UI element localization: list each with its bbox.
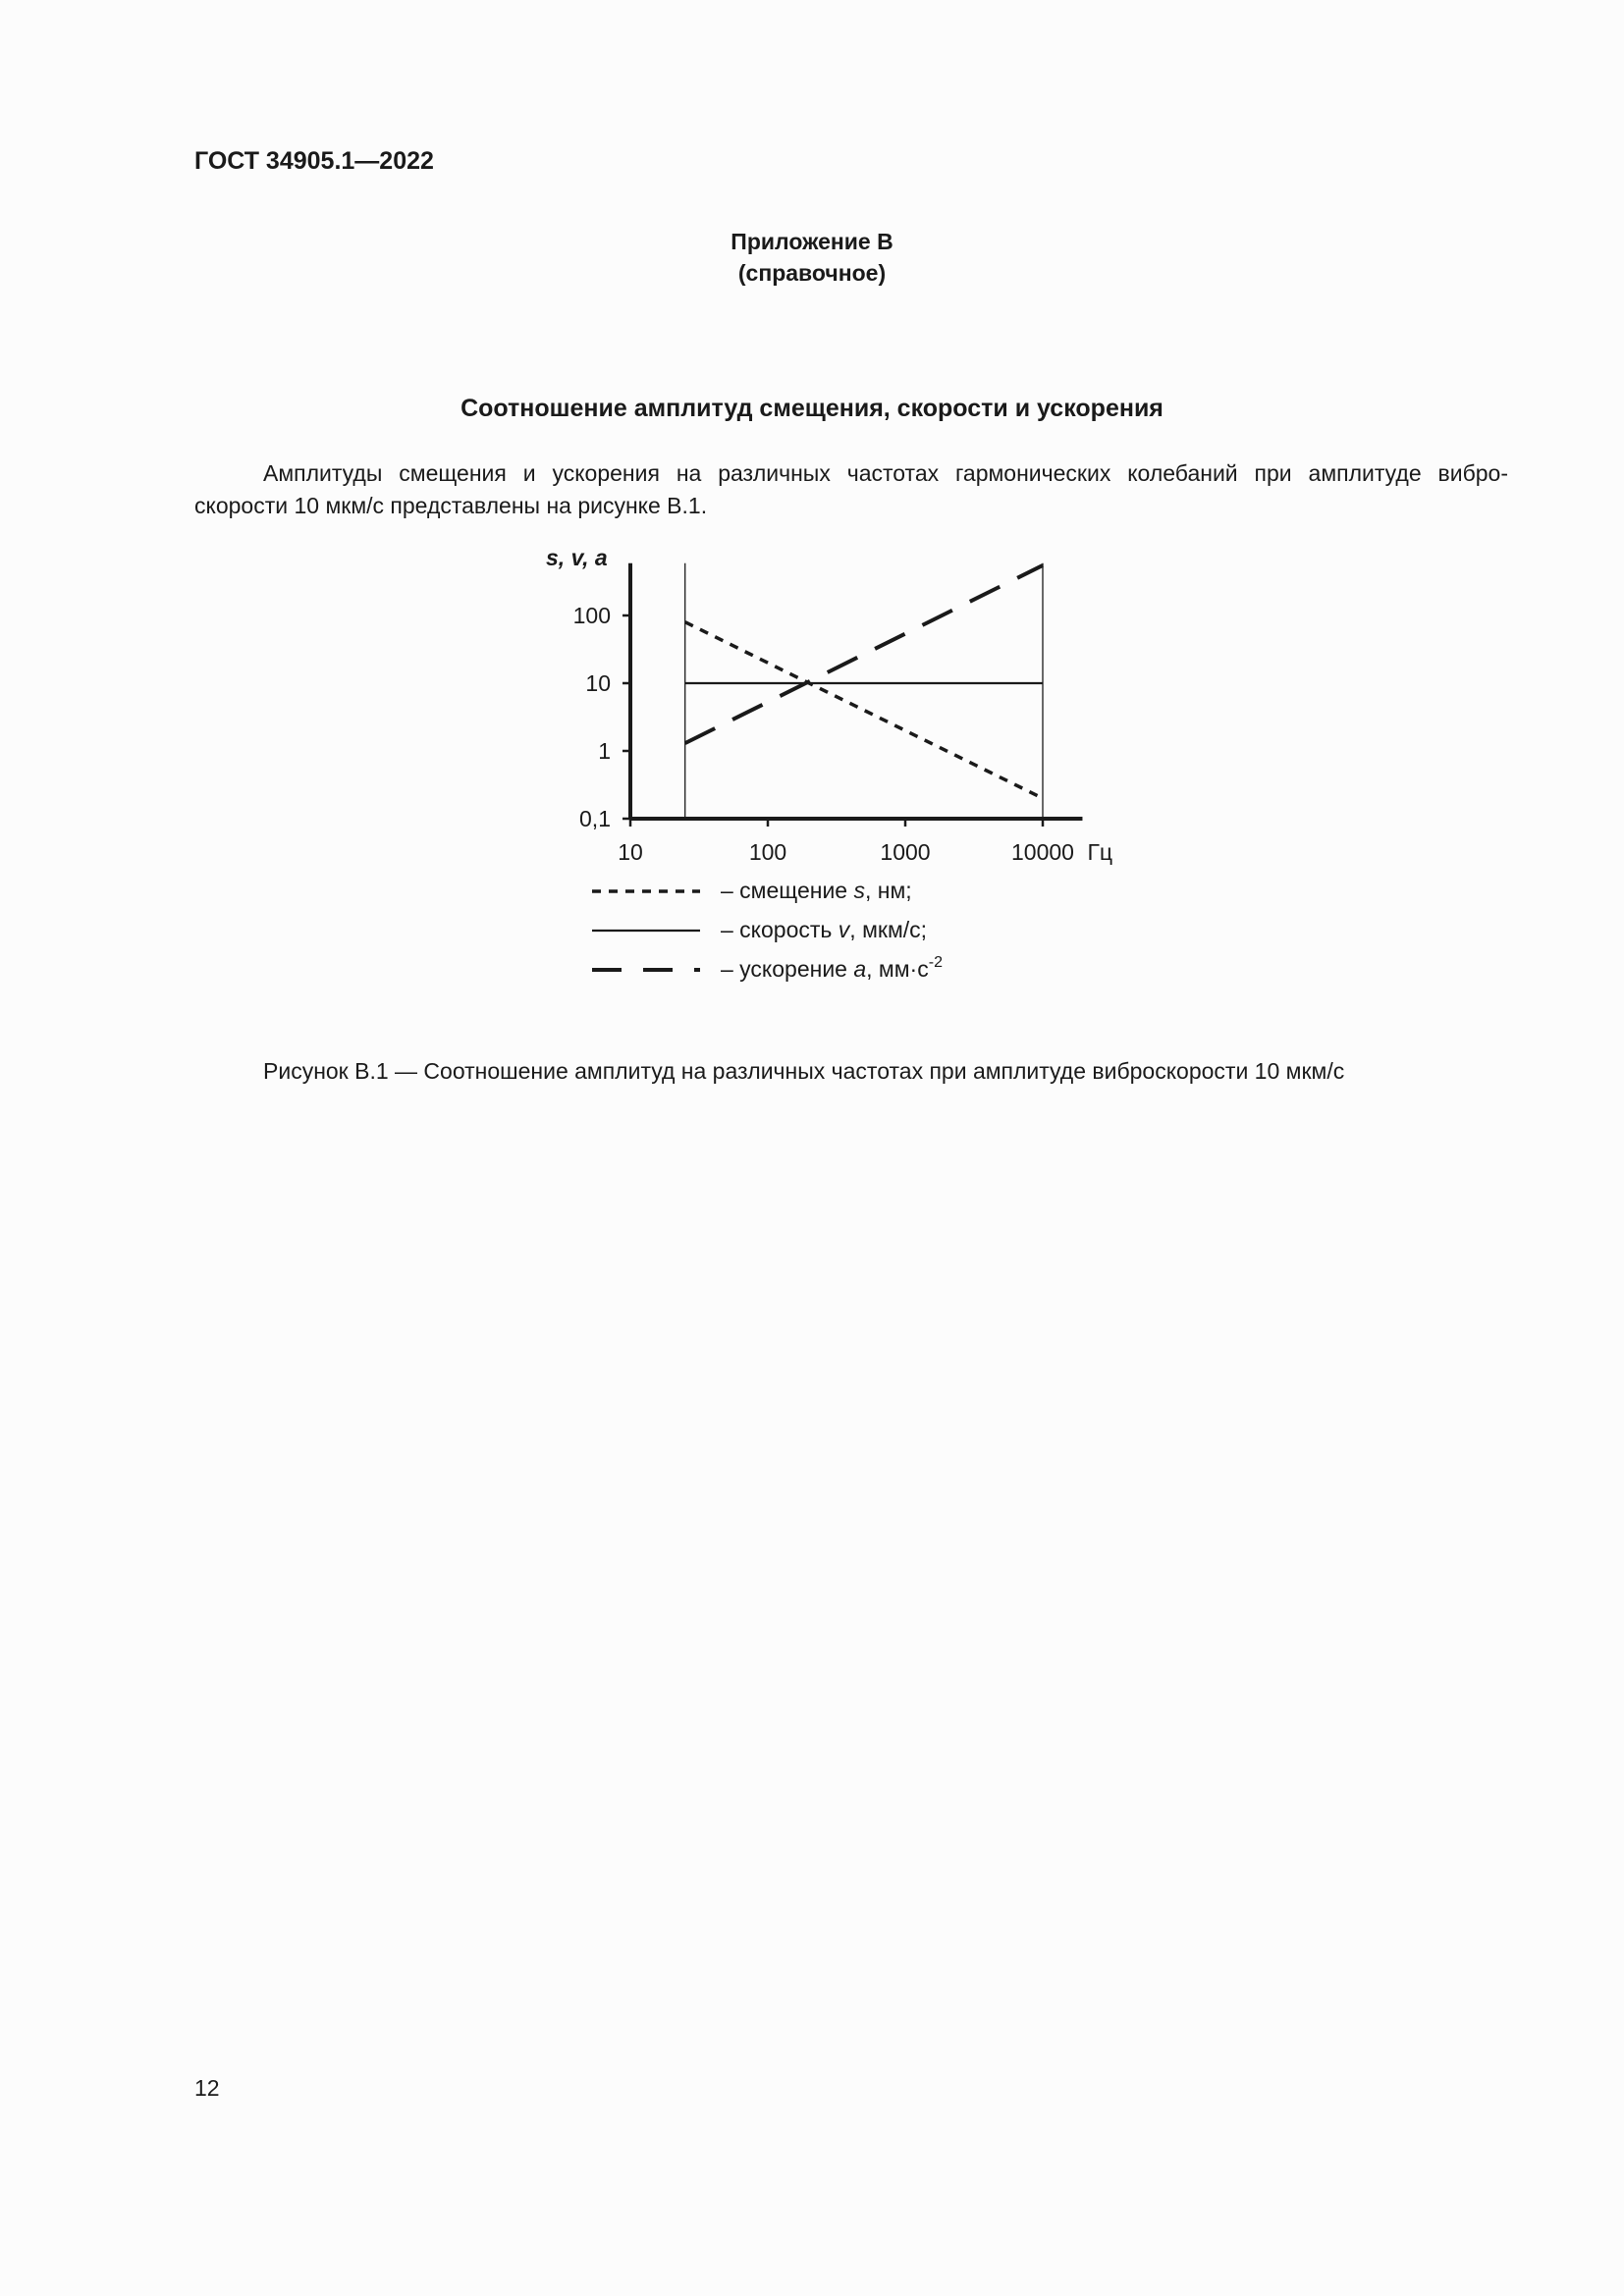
series-line-dashed — [685, 565, 1043, 743]
y-tick-label: 10 — [585, 670, 611, 696]
appendix-title: Приложение В — [731, 229, 893, 254]
x-tick-label: 1000 — [880, 839, 931, 865]
appendix-subtitle: (справочное) — [737, 260, 887, 286]
x-axis-label: Гц — [1087, 839, 1113, 865]
x-tick-label: 100 — [748, 839, 787, 865]
x-tick-label: 10 — [618, 839, 643, 865]
amplitude-chart — [0, 0, 1624, 1041]
body-line-2: скорости 10 мкм/с представлены на рисунке В.1. — [194, 493, 708, 518]
legend-label: – скорость v, мкм/с; — [721, 917, 928, 942]
y-tick-label: 0,1 — [579, 806, 611, 831]
x-tick-label: 10000 — [1011, 839, 1074, 865]
legend-label: – смещение s, нм; — [721, 878, 912, 903]
document-header: ГОСТ 34905.1—2022 — [194, 147, 434, 175]
y-tick-label: 1 — [598, 738, 611, 764]
y-tick-label: 100 — [572, 603, 611, 628]
series-line-dotted — [685, 622, 1043, 799]
figure-caption: Рисунок В.1 — Соотношение амплитуд на различных частотах при амплитуде виброскорости 10 мкм/с — [263, 1058, 1345, 1084]
y-axis-label: s, v, a — [546, 544, 608, 570]
body-line-1: Амплитуды смещения и ускорения на различных частотах гармонических колебаний при амплитуде вибро- — [263, 460, 1508, 486]
page-number: 12 — [194, 2075, 220, 2101]
section-title: Соотношение амплитуд смещения, скорости и ускорения — [460, 395, 1164, 422]
legend-label: – ускорение a, $мм\cdot с^{-2}$ — [721, 954, 943, 982]
